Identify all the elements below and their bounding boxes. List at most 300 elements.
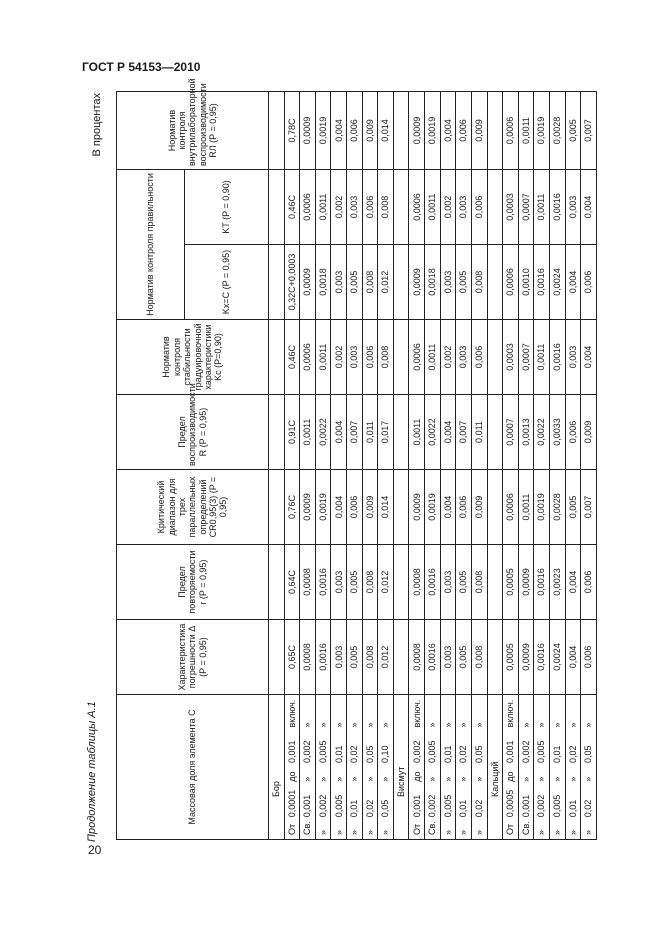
value-cell: 0,0009: [518, 545, 534, 620]
value-cell: 0,0024: [549, 620, 565, 695]
range-part: 0,02: [567, 745, 578, 763]
range-part: »: [349, 829, 360, 835]
value-cell: 0,003: [456, 170, 472, 245]
value-cell: 0,0016: [425, 620, 441, 695]
value-cell: 0,0018: [425, 245, 441, 320]
value-cell: 0,0023: [549, 545, 565, 620]
value-cell: 0,002: [331, 170, 347, 245]
value-cell: 0,002: [440, 320, 456, 395]
range-part: 0,05: [474, 745, 485, 763]
empty-cell: [393, 620, 409, 695]
range-part: включ.: [505, 699, 516, 728]
mass-range-cell: [503, 695, 519, 840]
value-cell: 0,0019: [315, 470, 331, 545]
value-cell: 0,0005: [503, 545, 519, 620]
value-cell: 0,008: [471, 545, 487, 620]
value-cell: 0,0011: [425, 170, 441, 245]
range-part: »: [583, 722, 594, 728]
range-part: »: [552, 776, 563, 782]
table-row: [456, 92, 472, 840]
value-cell: 0,006: [581, 245, 597, 320]
value-cell: 0,007: [456, 395, 472, 470]
range-part: От: [286, 823, 297, 835]
value-cell: 0,78C: [284, 92, 300, 170]
table-row: [284, 92, 300, 840]
mass-range-cell: [315, 695, 331, 840]
value-cell: 0,005: [565, 92, 581, 170]
value-cell: 0,0006: [300, 320, 316, 395]
value-cell: 0,0009: [300, 92, 316, 170]
value-cell: 0,0019: [534, 92, 550, 170]
range-part: Св.: [427, 821, 438, 835]
units-note: В процентах: [91, 93, 103, 157]
value-cell: 0,0011: [518, 470, 534, 545]
table-row: [471, 92, 487, 840]
value-cell: 0,005: [565, 470, 581, 545]
value-cell: 0,0011: [409, 395, 425, 470]
empty-cell: [393, 245, 409, 320]
value-cell: 0,006: [471, 170, 487, 245]
range-part: 0,002: [427, 794, 438, 818]
mass-range-cell: [440, 695, 456, 840]
value-cell: 0,007: [581, 92, 597, 170]
value-cell: 0,0010: [518, 245, 534, 320]
table-row: [331, 92, 347, 840]
value-cell: 0,0009: [409, 245, 425, 320]
value-cell: 0,0006: [409, 170, 425, 245]
value-cell: 0,003: [331, 620, 347, 695]
range-part: »: [458, 829, 469, 835]
range-part: »: [364, 829, 375, 835]
value-cell: 0,003: [347, 170, 363, 245]
range-part: »: [536, 776, 547, 782]
empty-cell: [487, 320, 503, 395]
range-part: »: [536, 722, 547, 728]
value-cell: 0,005: [347, 620, 363, 695]
value-cell: 0,004: [565, 245, 581, 320]
range-part: »: [583, 776, 594, 782]
table-row: [300, 92, 316, 840]
range-part: 0,02: [349, 745, 360, 763]
mass-range-cell: [362, 695, 378, 840]
range-part: 0,001: [302, 794, 313, 818]
value-cell: 0,0006: [503, 92, 519, 170]
value-cell: 0,005: [347, 245, 363, 320]
value-cell: 0,003: [440, 620, 456, 695]
value-cell: 0,0006: [300, 170, 316, 245]
value-cell: 0,0003: [503, 170, 519, 245]
group-row: [487, 92, 503, 840]
empty-cell: [393, 320, 409, 395]
value-cell: 0,76C: [284, 470, 300, 545]
empty-cell: [487, 470, 503, 545]
range-part: »: [380, 776, 391, 782]
value-cell: 0,0011: [534, 170, 550, 245]
col-cr-header: Критический диапазон для трех параллельных определений CR0,95(3) (P = 0,95): [117, 470, 269, 545]
value-cell: 0,0008: [300, 545, 316, 620]
value-cell: 0,0003: [503, 320, 519, 395]
value-cell: 0,006: [456, 92, 472, 170]
value-cell: 0,003: [440, 245, 456, 320]
value-cell: 0,0028: [549, 470, 565, 545]
empty-cell: [487, 395, 503, 470]
value-cell: 0,0011: [315, 170, 331, 245]
range-part: »: [552, 829, 563, 835]
value-cell: 0,0007: [518, 170, 534, 245]
mass-range-cell: [284, 695, 300, 840]
table-row: [362, 92, 378, 840]
value-cell: 0,0009: [409, 470, 425, 545]
value-cell: 0,008: [362, 545, 378, 620]
value-cell: 0,0006: [503, 470, 519, 545]
range-part: 0,002: [317, 794, 328, 818]
mass-range-cell: [549, 695, 565, 840]
value-cell: 0,003: [347, 320, 363, 395]
group-row: [269, 92, 285, 840]
range-part: 0,01: [349, 799, 360, 818]
standard-header: ГОСТ Р 54153—2010: [82, 60, 201, 74]
value-cell: 0,64C: [284, 545, 300, 620]
value-cell: 0,004: [440, 92, 456, 170]
col-kt-header: KT (P = 0,90): [185, 170, 269, 245]
range-part: »: [364, 722, 375, 728]
range-part: включ.: [286, 699, 297, 728]
value-cell: 0,006: [456, 470, 472, 545]
mass-range-cell: [347, 695, 363, 840]
range-part: 0,01: [567, 799, 578, 818]
value-cell: 0,009: [471, 92, 487, 170]
empty-cell: [269, 395, 285, 470]
range-part: 0,01: [458, 799, 469, 818]
value-cell: 0,009: [362, 470, 378, 545]
empty-cell: [269, 620, 285, 695]
range-part: 0,005: [317, 740, 328, 763]
value-cell: 0,008: [471, 620, 487, 695]
range-part: »: [474, 776, 485, 782]
value-cell: 0,006: [471, 320, 487, 395]
value-cell: 0,0008: [409, 545, 425, 620]
value-cell: 0,008: [378, 170, 394, 245]
value-cell: 0,46C: [284, 170, 300, 245]
col-r-header: Предел повторяемости r (P = 0,95): [117, 545, 269, 620]
range-part: »: [317, 776, 328, 782]
value-cell: 0,008: [471, 245, 487, 320]
group-name: Бор: [269, 695, 285, 840]
value-cell: 0,0007: [503, 395, 519, 470]
table-row: [425, 92, 441, 840]
range-part: 0,005: [333, 794, 344, 818]
range-part: 0,05: [364, 745, 375, 763]
value-cell: 0,012: [378, 620, 394, 695]
mass-range-cell: [409, 695, 425, 840]
value-cell: 0,0018: [315, 245, 331, 320]
value-cell: 0,009: [362, 92, 378, 170]
range-part: »: [567, 776, 578, 782]
range-part: »: [474, 722, 485, 728]
range-part: »: [458, 722, 469, 728]
range-part: »: [317, 722, 328, 728]
value-cell: 0,012: [378, 245, 394, 320]
range-part: 0,02: [474, 799, 485, 818]
range-part: 0,05: [583, 745, 594, 763]
value-cell: 0,0016: [315, 545, 331, 620]
group-row: [393, 92, 409, 840]
value-cell: 0,004: [440, 395, 456, 470]
value-cell: 0,0007: [518, 320, 534, 395]
value-cell: 0,003: [331, 545, 347, 620]
range-part: 0,002: [520, 740, 531, 763]
value-cell: 0,006: [362, 170, 378, 245]
value-cell: 0,0006: [409, 320, 425, 395]
value-cell: 0,008: [378, 320, 394, 395]
value-cell: 0,003: [565, 320, 581, 395]
value-cell: 0,005: [456, 545, 472, 620]
value-cell: 0,91C: [284, 395, 300, 470]
col-mass-header: Массовая доля элемента C: [117, 695, 269, 840]
value-cell: 0,009: [581, 395, 597, 470]
value-cell: 0,0009: [409, 92, 425, 170]
value-cell: 0,014: [378, 470, 394, 545]
table-row: [315, 92, 331, 840]
range-part: 0,0005: [505, 789, 516, 818]
empty-cell: [269, 320, 285, 395]
value-cell: 0,0022: [534, 395, 550, 470]
col-kxc-header: Kx=C (P = 0,95): [185, 245, 269, 320]
value-cell: 0,0016: [534, 620, 550, 695]
value-cell: 0,0019: [425, 92, 441, 170]
value-cell: 0,007: [347, 395, 363, 470]
table-row: [518, 92, 534, 840]
value-cell: 0,65C: [284, 620, 300, 695]
range-part: 0,01: [333, 745, 344, 763]
value-cell: 0,004: [565, 545, 581, 620]
value-cell: 0,003: [456, 320, 472, 395]
value-cell: 0,0016: [315, 620, 331, 695]
value-cell: 0,0028: [549, 92, 565, 170]
range-part: »: [458, 776, 469, 782]
value-cell: 0,006: [565, 395, 581, 470]
value-cell: 0,012: [378, 545, 394, 620]
table-row: [534, 92, 550, 840]
value-cell: 0,011: [362, 395, 378, 470]
mass-range-cell: [456, 695, 472, 840]
value-cell: 0,0008: [300, 620, 316, 695]
value-cell: 0,006: [347, 470, 363, 545]
range-part: 0,01: [442, 745, 453, 763]
empty-cell: [487, 170, 503, 245]
table-row: [440, 92, 456, 840]
data-table: [116, 78, 597, 840]
empty-cell: [487, 245, 503, 320]
range-part: »: [364, 776, 375, 782]
value-cell: 0,011: [471, 395, 487, 470]
range-part: 0,0001: [286, 789, 297, 818]
range-part: 0,005: [427, 740, 438, 763]
mass-range-cell: [518, 695, 534, 840]
value-cell: 0,0005: [503, 620, 519, 695]
value-cell: 0,0006: [503, 245, 519, 320]
value-cell: 0,004: [331, 92, 347, 170]
mass-range-cell: [300, 695, 316, 840]
range-part: »: [302, 722, 313, 728]
range-part: От: [411, 823, 422, 835]
value-cell: 0,003: [565, 170, 581, 245]
value-cell: 0,009: [471, 470, 487, 545]
empty-cell: [269, 545, 285, 620]
mass-range-cell: [331, 695, 347, 840]
value-cell: 0,006: [362, 320, 378, 395]
range-part: »: [333, 722, 344, 728]
range-part: 0,001: [520, 794, 531, 818]
range-part: »: [333, 776, 344, 782]
col-ctrl-group-header: Норматив контроля правильности: [117, 170, 185, 320]
range-part: до: [505, 771, 516, 782]
range-part: »: [380, 722, 391, 728]
table-row: [409, 92, 425, 840]
page-number: 20: [88, 843, 102, 857]
value-cell: 0,006: [347, 92, 363, 170]
range-part: включ.: [411, 699, 422, 728]
range-part: 0,002: [411, 740, 422, 763]
value-cell: 0,017: [378, 395, 394, 470]
value-cell: 0,004: [581, 320, 597, 395]
empty-cell: [269, 170, 285, 245]
table-row: [503, 92, 519, 840]
range-part: до: [411, 771, 422, 782]
value-cell: 0,002: [331, 320, 347, 395]
value-cell: 0,0011: [425, 320, 441, 395]
empty-cell: [487, 92, 503, 170]
range-part: »: [317, 829, 328, 835]
table-container: [116, 78, 597, 840]
mass-range-cell: [378, 695, 394, 840]
value-cell: 0,008: [362, 245, 378, 320]
range-part: 0,005: [442, 794, 453, 818]
mass-range-cell: [425, 695, 441, 840]
range-part: »: [442, 829, 453, 835]
value-cell: 0,0009: [300, 245, 316, 320]
range-part: »: [427, 722, 438, 728]
empty-cell: [269, 245, 285, 320]
value-cell: 0,0033: [549, 395, 565, 470]
value-cell: 0,005: [456, 620, 472, 695]
table-body: [269, 92, 597, 840]
range-part: »: [567, 722, 578, 728]
empty-cell: [269, 92, 285, 170]
value-cell: 0,0022: [315, 395, 331, 470]
value-cell: 0,0019: [425, 470, 441, 545]
value-cell: 0,0011: [518, 92, 534, 170]
range-part: »: [442, 776, 453, 782]
range-part: »: [302, 776, 313, 782]
value-cell: 0,0016: [534, 245, 550, 320]
range-part: 0,002: [536, 794, 547, 818]
value-cell: 0,0024: [549, 245, 565, 320]
value-cell: 0,0011: [315, 320, 331, 395]
range-part: »: [474, 829, 485, 835]
range-part: »: [349, 776, 360, 782]
empty-cell: [487, 620, 503, 695]
mass-range-cell: [581, 695, 597, 840]
col-kc-header: Норматив контроля стабильности градуировочной характеристики Kс (P=0,90): [117, 320, 269, 395]
range-part: 0,02: [583, 799, 594, 818]
range-part: 0,01: [552, 745, 563, 763]
table-row: [581, 92, 597, 840]
value-cell: 0,005: [456, 245, 472, 320]
group-name: Висмут: [393, 695, 409, 840]
empty-cell: [393, 170, 409, 245]
mass-range-cell: [565, 695, 581, 840]
range-part: 0,005: [552, 794, 563, 818]
value-cell: 0,002: [440, 170, 456, 245]
range-part: »: [536, 829, 547, 835]
col-rl-header: Норматив контроля внутрилабораторной воспроизводимости RЛ (P = 0,95): [117, 92, 269, 170]
range-part: Св.: [302, 821, 313, 835]
range-part: 0,02: [458, 745, 469, 763]
group-name: Кальций: [487, 695, 503, 840]
value-cell: 0,006: [581, 620, 597, 695]
range-part: »: [442, 722, 453, 728]
empty-cell: [269, 470, 285, 545]
range-part: »: [380, 829, 391, 835]
value-cell: 0,003: [331, 245, 347, 320]
range-part: до: [286, 771, 297, 782]
range-part: »: [349, 722, 360, 728]
col-delta-header: Характеристика погрешности Δ (P = 0,95): [117, 620, 269, 695]
range-part: Св.: [520, 821, 531, 835]
empty-cell: [393, 395, 409, 470]
value-cell: 0,0011: [300, 395, 316, 470]
value-cell: 0,0011: [534, 320, 550, 395]
value-cell: 0,0016: [549, 320, 565, 395]
value-cell: 0,014: [378, 92, 394, 170]
col-R-header: Предел воспроизводимости R (P = 0,95): [117, 395, 269, 470]
range-part: »: [583, 829, 594, 835]
range-part: »: [520, 722, 531, 728]
value-cell: 0,32C+0,0003: [284, 245, 300, 320]
range-part: От: [505, 823, 516, 835]
range-part: 0,001: [286, 740, 297, 763]
range-part: 0,05: [380, 799, 391, 818]
empty-cell: [393, 92, 409, 170]
value-cell: 0,008: [362, 620, 378, 695]
range-part: »: [552, 722, 563, 728]
range-part: »: [427, 776, 438, 782]
range-part: 0,10: [380, 745, 391, 763]
table-row: [347, 92, 363, 840]
range-part: »: [520, 776, 531, 782]
table-row: [378, 92, 394, 840]
range-part: 0,005: [536, 740, 547, 763]
mass-range-cell: [534, 695, 550, 840]
value-cell: 0,005: [347, 545, 363, 620]
range-part: 0,001: [411, 794, 422, 818]
value-cell: 0,0008: [409, 620, 425, 695]
table-row: [565, 92, 581, 840]
value-cell: 0,007: [581, 470, 597, 545]
value-cell: 0,0009: [518, 620, 534, 695]
range-part: 0,002: [302, 740, 313, 763]
empty-cell: [393, 545, 409, 620]
table-row: [549, 92, 565, 840]
value-cell: 0,004: [331, 470, 347, 545]
range-part: 0,02: [364, 799, 375, 818]
range-part: 0,001: [505, 740, 516, 763]
value-cell: 0,0016: [534, 545, 550, 620]
empty-cell: [487, 545, 503, 620]
value-cell: 0,006: [581, 545, 597, 620]
value-cell: 0,004: [440, 470, 456, 545]
